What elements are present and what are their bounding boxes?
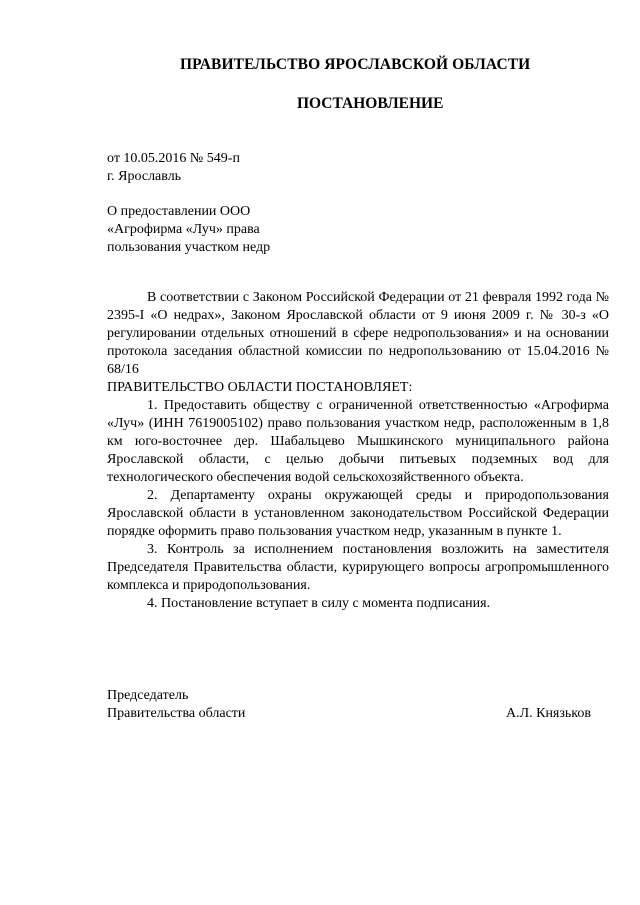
signatory-title-line-2: Правительства области: [107, 706, 246, 721]
document-body: [107, 289, 609, 613]
date-number-line: от 10.05.2016 № 549-п: [107, 151, 240, 166]
resolves-line: ПРАВИТЕЛЬСТВО ОБЛАСТИ ПОСТАНОВЛЯЕТ:: [107, 380, 413, 395]
document-subject: [107, 203, 270, 257]
subject-line-3: пользования участком недр: [107, 240, 271, 255]
document-type-heading: ПОСТАНОВЛЕНИЕ: [297, 95, 444, 112]
resolution-item-1: 1. Предоставить обществу с ограниченной ответственностью «Агрофирма «Луч» (ИНН 7619005102) право пользования участком недр, расположенным в 1,8 км юго-восточнее дер. Шабальцево Мышкинского муниципального района Ярославской области, с целью добычи питьевых подземных вод для технологического обеспечения водой сельскохозяйственного объекта.: [107, 398, 609, 485]
resolution-item-3: 3. Контроль за исполнением постановления возложить на заместителя Председателя Правительства области, курирующего вопросы агропромышленного комплекса и природопользования.: [107, 542, 609, 593]
city-line: г. Ярославль: [107, 169, 182, 184]
subject-line-1: О предоставлении ООО: [107, 204, 251, 219]
resolution-item-2: 2. Департаменту охраны окружающей среды и природопользования Ярославской области в установленном законодательством Российской Федерации порядке оформить право пользования участком недр, указанным в пункте 1.: [107, 488, 609, 539]
signature-row: [107, 705, 609, 723]
document-meta: [107, 150, 240, 186]
signatory-title-line-1: Председатель: [107, 688, 189, 703]
resolution-item-4: 4. Постановление вступает в силу с момента подписания.: [147, 596, 491, 611]
signature-block: [107, 687, 609, 723]
preamble-paragraph: В соответствии с Законом Российской Федерации от 21 февраля 1992 года № 2395-I «О недрах», Законом Ярославской области от 9 июня 2009 г. № 30-з «О регулировании отдельных отношений в сфере недропользования» и на основании протокола заседания областной комиссии по недропользованию от 15.04.2016 № 68/16: [107, 290, 609, 377]
document-organization-heading: ПРАВИТЕЛЬСТВО ЯРОСЛАВСКОЙ ОБЛАСТИ: [180, 56, 531, 73]
signatory-name: А.Л. Князьков: [506, 706, 591, 721]
subject-line-2: «Агрофирма «Луч» права: [107, 222, 260, 237]
